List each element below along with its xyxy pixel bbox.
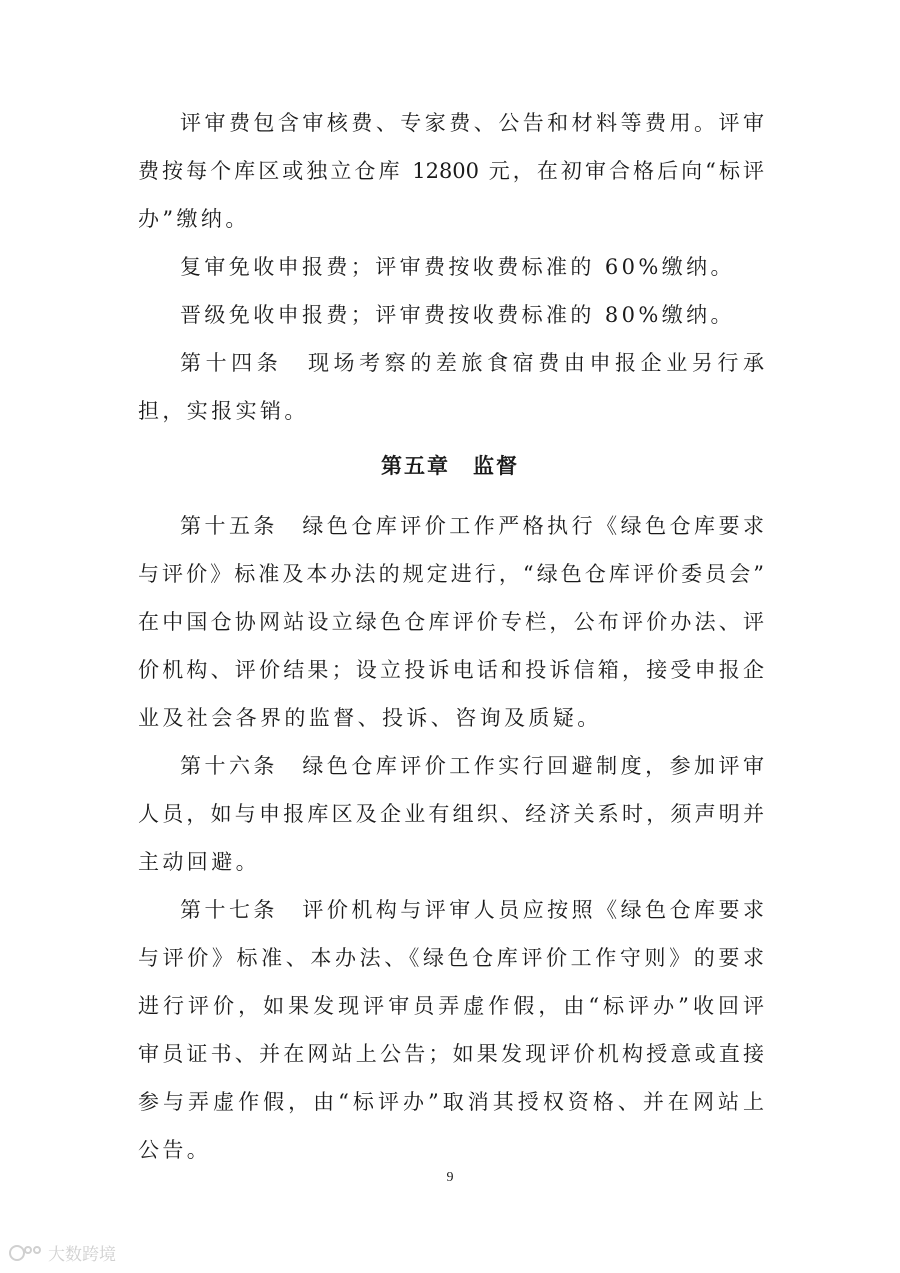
paragraph-line: 公告。 [138,1138,212,1162]
paragraph-line: 价机构、评价结果；设立投诉电话和投诉信箱，接受申报企 [138,658,764,682]
paragraph-line: 与评价》标准、本办法、《绿色仓库评价工作守则》的要求 [138,946,764,970]
article-15-line: 第十五条 绿色仓库评价工作严格执行《绿色仓库要求 [180,514,764,538]
page-number: 9 [446,1170,454,1185]
paragraph-line: 晋级免收申报费；评审费按收费标准的 80%缴纳。 [180,303,735,327]
article-17-line: 第十七条 评价机构与评审人员应按照《绿色仓库要求 [180,898,764,922]
paragraph-line: 评审费包含审核费、专家费、公告和材料等费用。评审 [180,111,764,135]
paragraph-line: 与评价》标准及本办法的规定进行，“绿色仓库评价委员会” [138,562,764,586]
paragraph-line: 费按每个库区或独立仓库 12800 元，在初审合格后向“标评 [138,159,764,183]
paragraph-line: 担，实报实销。 [138,399,309,423]
paragraph-line: 参与弄虚作假，由“标评办”取消其授权资格、并在网站上 [138,1090,764,1114]
paragraph-line: 审员证书、并在网站上公告；如果发现评价机构授意或直接 [138,1042,764,1066]
paragraph-line: 业及社会各界的监督、投诉、咨询及质疑。 [138,706,602,730]
paragraph-line: 办”缴纳。 [138,207,250,231]
watermark-text: 大数跨境 [48,1245,116,1265]
paragraph-line: 复审免收申报费；评审费按收费标准的 60%缴纳。 [180,255,735,279]
article-16-line: 第十六条 绿色仓库评价工作实行回避制度，参加评审 [180,754,764,778]
chapter-heading: 第五章 监督 [381,454,519,478]
paragraph-line: 人员，如与申报库区及企业有组织、经济关系时，须声明并 [138,802,764,826]
paragraph-line: 主动回避。 [138,850,260,874]
watermark-logo-icon [8,1242,44,1264]
article-14-line: 第十四条 现场考察的差旅食宿费由申报企业另行承 [180,351,764,375]
paragraph-line: 在中国仓协网站设立绿色仓库评价专栏，公布评价办法、评 [138,610,764,634]
paragraph-line: 进行评价，如果发现评审员弄虚作假，由“标评办”收回评 [138,994,764,1018]
watermark [8,1240,116,1265]
